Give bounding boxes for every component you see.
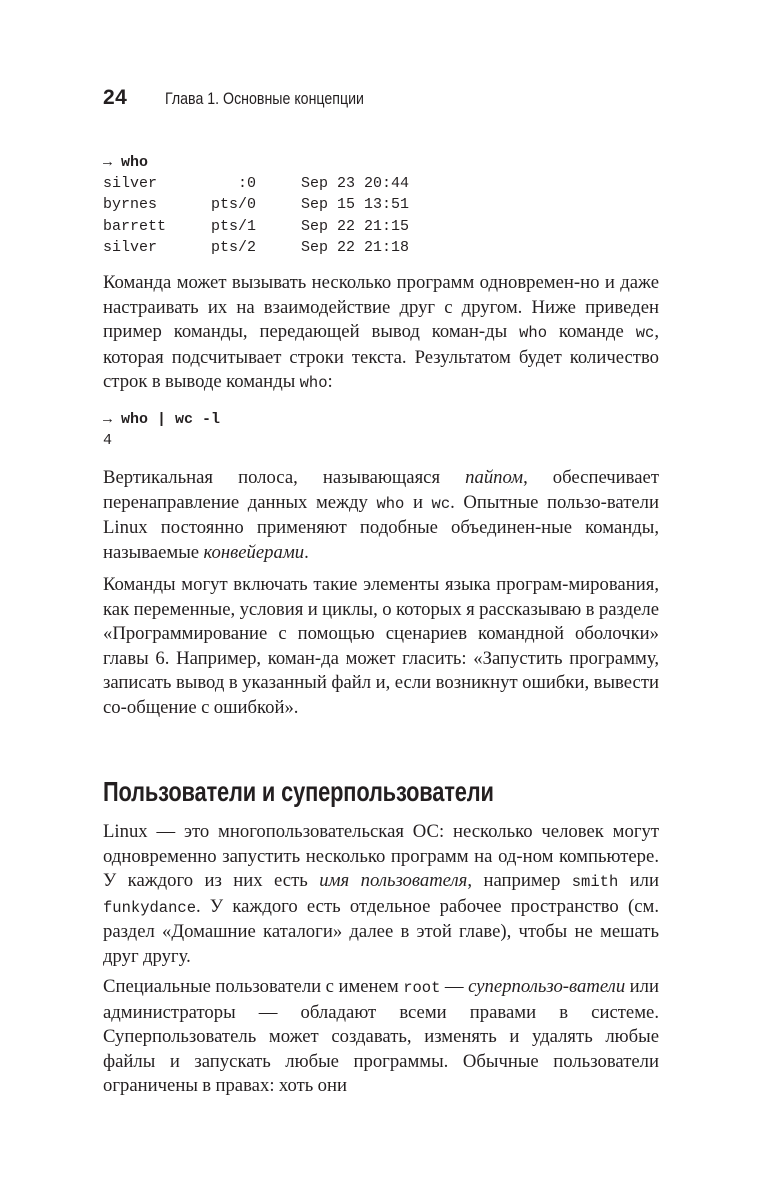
prompt-arrow: → [103,411,113,428]
inline-code: wc [635,324,655,342]
paragraph-programming: Команды могут включать такие элементы языка програм-мирования, как переменные, условия и циклы, о которых я рассказываю в разделе «Программирование с помощью сценариев командной оболочки» главы 6. Например, коман-да может гласить: «Запустить программу, записать вывод в указанный файл и, если возникнут ошибки, вывести со-общение с ошибкой». [103,574,659,718]
text-span: , которая подсчитывает строки текста. Результатом будет количество строк в выводе команды [103,321,659,392]
inline-code: wc [431,494,451,513]
emphasis-term: пайпом [465,467,524,488]
text-span: — [440,976,469,997]
inline-code: funkydance [103,898,197,917]
page-number: 24 [103,86,128,109]
text-span: Специальные пользователи с именем [103,976,404,997]
inline-code: who [376,494,405,513]
text-span: . У каждого есть отдельное рабочее пространство (см. раздел «Домашние каталоги» далее в этой главе), чтобы не мешать друг другу. [103,895,659,967]
inline-code: root [403,979,441,997]
text-span: Linux — это многопользовательская ОС: несколько человек могут одновременно запустить несколько программ на од-ном компьютере. У каждого из них есть [103,821,659,891]
paragraph-pipe [103,466,659,565]
code-block-who [103,152,409,258]
emphasis-term: конвейерами [203,541,305,563]
text-span: и [404,491,432,513]
text-span: . Опытные пользо-ватели Linux постоянно применяют подобные объединен-ные команды, называемые [103,491,660,563]
text-span: , например [467,870,572,891]
inline-code: who [299,374,328,392]
text-span: : [327,371,333,392]
paragraph-superusers [103,975,659,1099]
prompt-arrow: → [103,154,113,171]
code-output: silver :0 Sep 23 20:44 byrnes pts/0 Sep 15 13:51 barrett pts/1 Sep 22 21:15 silver pts/2 Sep 22 21:18 [103,175,410,256]
emphasis-term: имя пользователя [319,870,468,891]
inline-code: smith [571,873,619,891]
code-output: 4 [103,432,113,450]
text-span: команде [547,321,636,342]
emphasis-term: суперпользо-ватели [468,976,626,997]
text-span: . [304,541,309,563]
text-span: Вертикальная полоса, называющаяся [103,467,466,488]
text-span: или [618,870,659,891]
section-heading: Пользователи и суперпользователи [103,776,494,807]
text-span: , обеспечивает перенаправление данных между [103,467,660,513]
text-span: Команда может вызывать несколько программ одновремен-но и даже настраивать их на взаимодействие друг с другом. Ниже приведен пример команды, передающей вывод коман-ды [103,272,659,342]
inline-code: who [519,324,547,342]
paragraph-command-combination [103,271,659,396]
text-span: или администраторы — обладают всеми правами в системе. Суперпользователь может создавать, изменять и удалять любые файлы и запускать любые программы. Обычные пользователи ограничены в правах: хоть они [103,976,659,1096]
paragraph-multiuser [103,820,659,969]
code-block-pipe [103,409,220,451]
running-head: Глава 1. Основные концепции [165,90,365,108]
code-command: who [121,154,149,171]
page-header [103,86,397,116]
code-command: who | wc -l [121,411,221,428]
